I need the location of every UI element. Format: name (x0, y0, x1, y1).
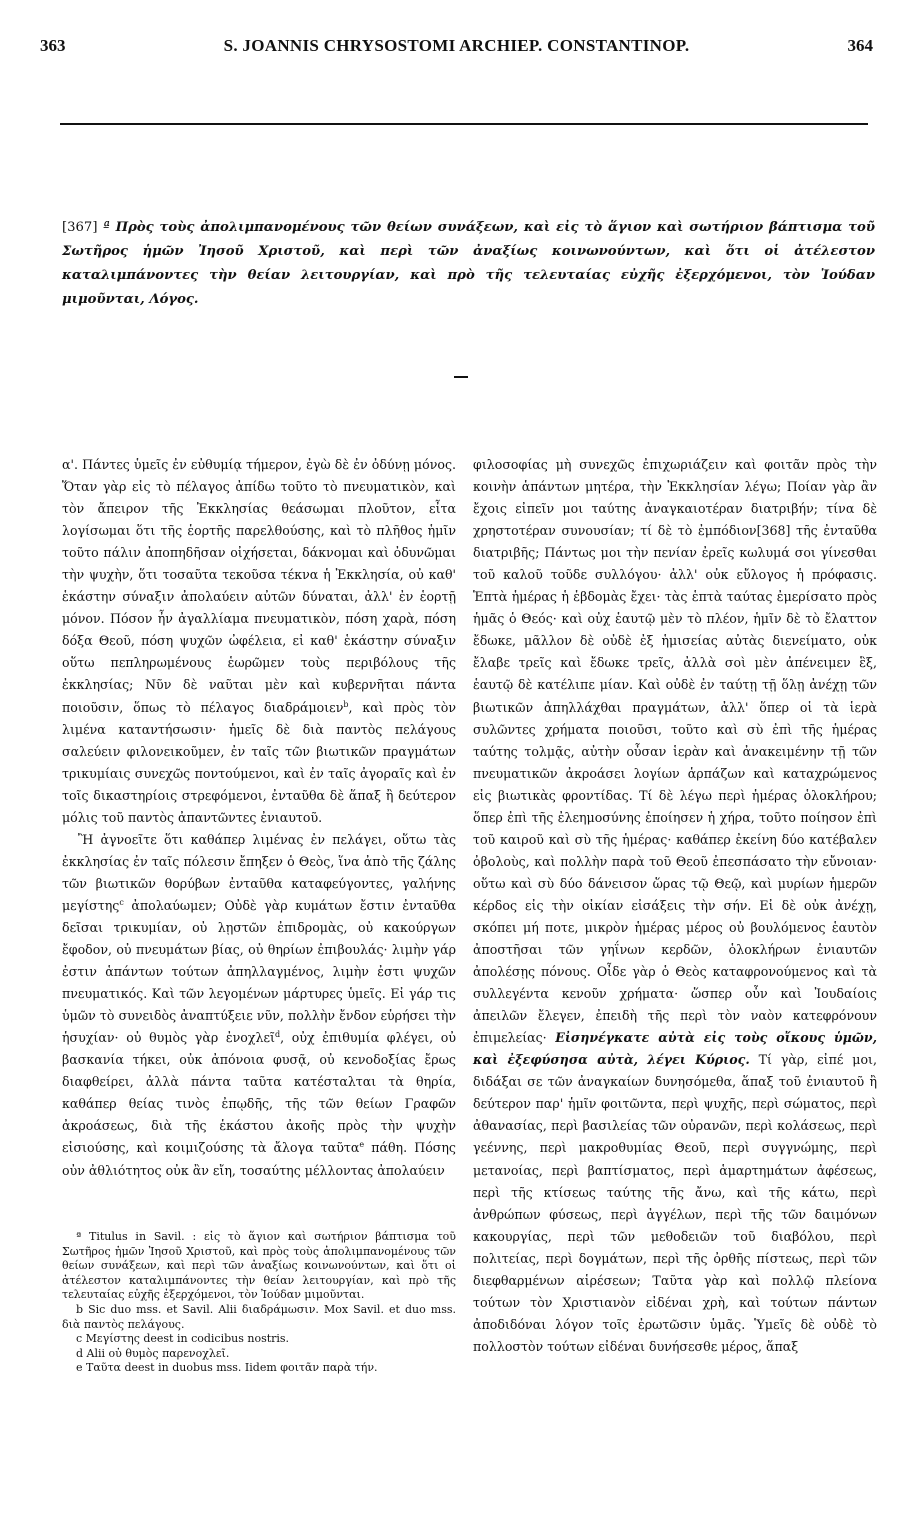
header-rule (60, 123, 868, 125)
footnotes (62, 1230, 456, 1376)
footnote-marker: e (359, 1140, 365, 1150)
right-column (473, 454, 877, 1358)
homily-title (62, 216, 875, 312)
scripture-quote: Εἰσηνέγκατε αὐτὰ εἰς τοὺς οἴκους ὑμῶν, καὶ ἐξεφύσησα αὐτὰ, λέγει Κύριος. (473, 1030, 877, 1068)
paragraph (62, 454, 456, 829)
text-run: Ἢ ἀγνοεῖτε ὅτι καθάπερ λιμένας ἐν πελάγει, οὕτω τὰς ἐκκλησίας ἐν ταῖς πόλεσιν ἔπηξεν ὁ Θεὸς, ἵνα ἀπὸ τῆς ζάλης τῶν βιωτικῶν θορύβων ἐνταῦθα καταφεύγοντες, γαλήνης μεγίστης (62, 831, 456, 913)
page-reference: [368] (756, 523, 791, 539)
text-run: , οὐχ ἐπιθυμία φλέγει, οὐ βασκανία τήκει, οὐκ ἀπόνοια φυσᾷ, οὐ κενοδοξίας ἔρως διαφθείρει, ἀλλὰ πάντα ταῦτα κατέσταλται τὰ θηρία, καθάπερ θείας τινὸς ἐπῳδῆς, τῆς τῶν θείων Γραφῶν ἀκροάσεως, διὰ τῆς ἑκάστου ἀκοῆς πρὸς τὴν ψυχὴν εἰσιούσης, καὶ κοιμιζούσης τὰ ἄλογα ταῦτα (62, 1030, 456, 1156)
text-run: α'. Πάντες ὑμεῖς ἐν εὐθυμίᾳ τήμερον, ἐγὼ δὲ ἐν ὀδύνῃ μόνος. Ὅταν γὰρ εἰς τὸ πέλαγος ἀπίδω τοῦτο τὸ πνευματικὸν, καὶ τὸν ἄπειρον τῆς Ἐκκλησίας θεάσωμαι πλοῦτον, εἶτα λογίσωμαι ὅτι τῆς ἑορτῆς παρελθούσης, καὶ τὸ πλῆθος ἡμῖν τοῦτο πάλιν ἀποπηδῆσαν οἰχήσεται, δάκνομαι καὶ ὀδυνῶμαι τὴν ψυχὴν, ὅτι τοσαῦτα τεκοῦσα τέκνα ἡ Ἐκκλησία, οὐ καθ' ἑκάστην σύναξιν ἀπολαύειν αὐτῶν δύναται, ἀλλ' ἐν ἑορτῇ μόνον. Πόσον ἦν ἀγαλλίαμα πνευματικὸν, πόση χαρὰ, πόση δόξα Θεοῦ, πόση ψυχῶν ὠφέλεια, εἰ καθ' ἑκάστην σύναξιν οὕτω πεπληρωμένους ἑωρῶμεν τοὺς περιβόλους τῆς ἐκκλησίας; Νῦν δὲ ναῦται μὲν καὶ κυβερνῆται πάντα ποιοῦσιν, ὅπως τὸ πέλαγος διαδράμοιεν (62, 457, 456, 715)
paragraph (473, 454, 877, 1358)
text-run: , καὶ πρὸς τὸν λιμένα καταντήσωσιν· ἡμεῖς δὲ διὰ παντὸς πελάγους σαλεύειν φιλονεικοῦμεν, ἐν ταῖς τῶν βιωτικῶν πραγμάτων τρικυμίαις συνεχῶς ποντούμενοι, καὶ ἐν ταῖς ἀγοραῖς καὶ ἐν τοῖς δικαστηρίοις στρεφόμενοι, ἐνταῦθα δὲ ἅπαξ ἢ δεύτερον μόλις τοῦ παντὸς ἀπαντῶντες ἐνιαυτοῦ. (62, 699, 456, 825)
running-title: S. JOANNIS CHRYSOSTOMI ARCHIEP. CONSTANTINOP. (223, 36, 690, 55)
section-divider (454, 376, 468, 378)
text-run: Τί γὰρ, εἰπέ μοι, διδάξαι σε τῶν ἀναγκαίων δυνησόμεθα, ἅπαξ τοῦ ἐνιαυτοῦ ἢ δεύτερον παρ' ἡμῖν φοιτῶντα, περὶ ψυχῆς, περὶ σώματος, περὶ ἀθανασίας, περὶ βασιλείας τῶν οὐρανῶν, περὶ κολάσεως, περὶ γεέννης, περὶ μακροθυμίας Θεοῦ, περὶ συγγνώμης, περὶ μετανοίας, περὶ βαπτίσματος, περὶ ἁμαρτημάτων ἀφέσεως, περὶ τῆς κτίσεως ταύτης τῆς ἄνω, καὶ τῆς κάτω, περὶ ἀνθρώπων φύσεως, περὶ ἀγγέλων, περὶ τῆς τῶν δαιμόνων κακουργίας, περὶ τῶν μεθοδειῶν τοῦ διαβόλου, περὶ πολιτείας, περὶ δογμάτων, περὶ τῆς ὀρθῆς πίστεως, περὶ τῶν διεφθαρμένων αἱρέσεων; Ταῦτα γὰρ καὶ πολλῷ πλείονα τούτων τὸν Χριστιανὸν εἰδέναι χρὴ, καὶ τούτων πάντων ἀποδιδόναι λόγον τοῖς ἐρωτῶσιν ὑμᾶς. Ὑμεῖς δὲ οὐδὲ τὸ πολλοστὸν τούτων εἰδέναι δυνήσεσθε μέρος, ἅπαξ (473, 1052, 878, 1354)
page-reference: [367] (62, 220, 98, 235)
footnote-b: b Sic duo mss. et Savil. Alii διαδράμωσιν. Mox Savil. et duo mss. διὰ παντὸς πελάγους. (62, 1302, 456, 1331)
homily-title-text: ª Πρὸς τοὺς ἀπολιμπανομένους τῶν θείων συνάξεων, καὶ εἰς τὸ ἅγιον καὶ σωτήριον βάπτισμα τοῦ Σωτῆρος ἡμῶν Ἰησοῦ Χριστοῦ, καὶ περὶ τῶν ἀναξίως κοινωνούντων, καὶ ὅτι οἱ ἀτέλεστον καταλιμπάνοντες τὴν θείαν λειτουργίαν, καὶ πρὸ τῆς τελευταίας εὐχῆς ἐξερχόμενοι, τὸν Ἰούδαν μιμοῦνται, Λόγος. (62, 220, 876, 307)
text-run: πάθη. Πόσης οὐν ἀθλιότητος οὐκ ἂν εἴη, τοσαύτης μέλλοντας ἀπολαύειν (62, 1140, 456, 1178)
text-run: ἀπολαύωμεν; Οὐδὲ γὰρ κυμάτων ἔστιν ἐνταῦθα δεῖσαι τρικυμίαν, οὐ λῃστῶν ἐπιδρομὰς, οὐ κακούργων ἔφοδον, οὐ πνευμάτων βίας, οὐ θηρίων ἐπιβουλάς· λιμὴν γάρ ἐστιν ἁπάντων τούτων ἀπηλλαγμένος, λιμὴν ἐστι ψυχῶν πνευματικός. Καὶ τῶν λεγομένων μάρτυρες ὑμεῖς. Εἰ γάρ τις ὑμῶν τὸ συνειδὸς ἀναπτύξειε νῦν, πολλὴν ἔνδον εὑρήσει τὴν ἡσυχίαν· οὐ θυμὸς γὰρ ἐνοχλεῖ (62, 897, 456, 1046)
paragraph (62, 829, 456, 1182)
footnote-marker: b (343, 699, 349, 709)
footnote-c: c Μεγίστης deest in codicibus nostris. (76, 1332, 290, 1346)
page-number-right: 364 (847, 36, 873, 55)
footnote-marker: d (274, 1030, 281, 1040)
footnote-e: e Ταῦτα deest in duobus mss. Iidem φοιτᾶν παρὰ τήν. (76, 1361, 378, 1375)
text-run: φιλοσοφίας μὴ συνεχῶς ἐπιχωριάζειν καὶ φοιτᾶν πρὸς τὴν κοινὴν ἁπάντων μητέρα, τὴν Ἐκκλησίαν λέγω; Ποίαν γὰρ ἂν ἔχοις εἰπεῖν μοι ταύτης ἀναγκαιοτέραν διατριβήν; τίνα δὲ χρηστοτέραν συνουσίαν; τί δὲ τὸ ἐμπόδιον (473, 457, 877, 539)
footnote-marker: c (119, 897, 124, 907)
footnote-d: d Alii οὐ θυμὸς παρενοχλεῖ. (76, 1346, 230, 1360)
text-run: τῆς ἐνταῦθα διατριβῆς; Πάντως μοι τὴν πενίαν ἐρεῖς κωλυμά σοι γίνεσθαι τοῦ καλοῦ τοῦδε συλλόγου· ἀλλ' οὐκ εὔλογος ἡ πρόφασις. Ἑπτὰ ἡμέρας ἡ ἑβδομὰς ἔχει· τὰς ἑπτὰ ταύτας ἐμερίσατο πρὸς ἡμᾶς ὁ Θεός· καὶ οὐχ ἑαυτῷ μὲν τὸ πλέον, ἡμῖν δὲ τὸ ἔλαττον ἔδωκε, μᾶλλον δὲ οὐδὲ ἐξ ἡμισείας αὐτὰς διενείματο, οὐκ ἔλαβε τρεῖς καὶ ἔδωκε τρεῖς, ἀλλὰ σοὶ μὲν ἀπένειμεν ἓξ, ἑαυτῷ δὲ κατέλιπε μίαν. Καὶ οὐδὲ ἐν ταύτῃ τῇ ὅλῃ ἀνέχῃ τῶν βιωτικῶν ἀπηλλάχθαι πραγμάτων, ἀλλ' ὅπερ οἱ τὰ ἱερὰ συλῶντες χρήματα ποιοῦσι, τοῦτο καὶ σὺ ἐπὶ τῆς ἡμέρας ταύτης τολμᾷς, αὐτὴν οὖσαν ἱερὰν καὶ ἀνακειμένην τῇ τῶν πνευματικῶν ἀκροάσει λογίων ἁρπάζων καὶ καταχρώμενος εἰς βιωτικὰς φροντίδας. Τί δὲ λέγω περὶ ἡμέρας ὁλοκλήρου; ὅπερ ἐπὶ τῆς ἐλεημοσύνης ἐποίησεν ἡ χήρα, τοῦτο ποίησον ἐπὶ τοῦ καιροῦ καὶ σὺ τῆς ἡμέρας· καθάπερ ἐκείνη δύο κατέβαλεν ὀβολοὺς, καὶ πολλὴν παρὰ τοῦ Θεοῦ ἐπεσπάσατο τὴν εὔνοιαν· οὕτω καὶ σὺ δύο δάνεισον ὥρας τῷ Θεῷ, καὶ μυρίων ἡμερῶν κέρδος εἰς τὴν οἰκίαν εἰσάξεις τὴν σήν. Εἰ δὲ οὐκ ἀνέχῃ, σκόπει μή ποτε, μικρὸν ἡμέρας μέρος οὐ βουλόμενος ἑαυτὸν ἀποστῆσαι τῶν γηΐνων κερδῶν, ὁλοκλήρων ἐνιαυτῶν ἀπολέσῃς πόνους. Οἶδε γὰρ ὁ Θεὸς καταφρονούμενος καὶ τὰ συλλεγέντα κενοῦν χρήματα· ὥσπερ οὖν καὶ Ἰουδαίοις ἀπειλῶν ἔλεγεν, ἐπειδὴ τῆς περὶ τὸν ναὸν κατεφρόνουν ἐπιμελείας· (473, 523, 877, 1046)
footnote-a: ª Titulus in Savil. : εἰς τὸ ἅγιον καὶ σωτήριον βάπτισμα τοῦ Σωτῆρος ἡμῶν Ἰησοῦ Χριστοῦ, καὶ πρὸς τοὺς ἀπολιμπανομένους τῶν θείων συνάξεων, καὶ περὶ τῶν ἀναξίως κοινωνούντων, καὶ ὅτι οἱ ἀτέλεστον καταλιμπάνοντες τὴν θείαν λειτουργίαν, καὶ πρὸ τῆς τελευταίας εὐχῆς ἐξερχόμενοι, τὸν Ἰούδαν μιμοῦνται. (62, 1230, 456, 1302)
left-column (62, 454, 456, 1182)
running-header (40, 36, 873, 60)
page-number-left: 363 (40, 36, 66, 55)
